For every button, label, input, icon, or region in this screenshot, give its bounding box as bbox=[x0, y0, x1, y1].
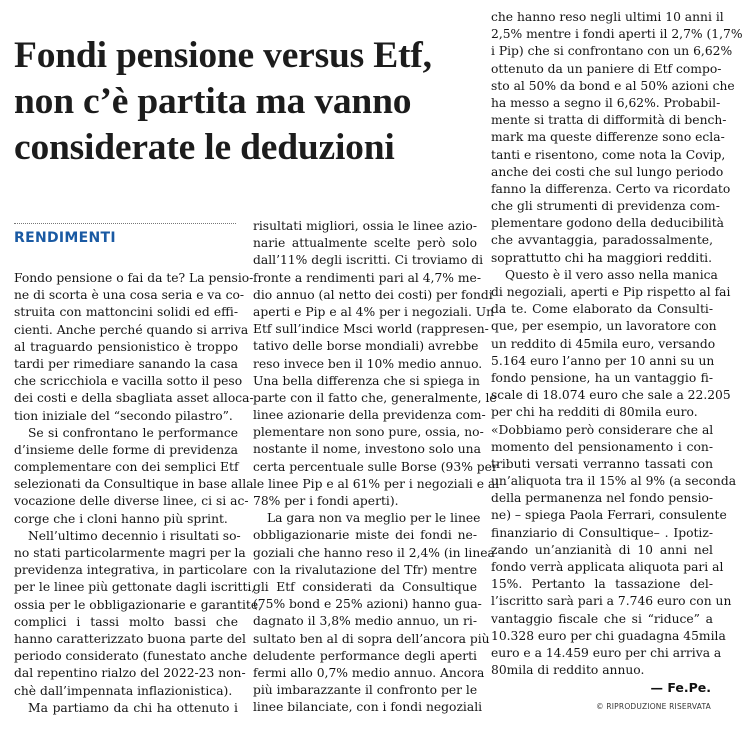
article-line: per chi ha redditi di 80mila euro. bbox=[491, 405, 698, 420]
article-line: cienti. Anche perché quando si arriva bbox=[14, 322, 249, 337]
article-column-1 bbox=[14, 270, 263, 717]
author-signature: — Fe.Pe. bbox=[650, 680, 711, 695]
article-line: d’insieme delle forme di previdenza bbox=[14, 442, 238, 457]
headline bbox=[14, 33, 484, 171]
article-line: che hanno reso negli ultimi 10 anni il bbox=[491, 10, 724, 24]
article-line: i Pip) che si confrontano con un 6,62% bbox=[491, 44, 733, 59]
article-line: vocazione delle diverse linee, ci si ac- bbox=[14, 494, 249, 509]
article-line: plementare non sono pure, ossia, no- bbox=[253, 425, 484, 440]
article-line: linee bilanciate, con i fondi negoziali bbox=[253, 700, 483, 715]
article-line: ne di scorta è una cosa seria e va co- bbox=[14, 288, 245, 303]
article-line: sto al 50% da bond e al 50% azioni che bbox=[491, 78, 735, 93]
article-line: aperti e Pip e al 4% per i negoziali. Un bbox=[253, 304, 495, 319]
article-line: previdenza integrativa, in particolare bbox=[14, 563, 248, 578]
article-line: 78% per i fondi aperti). bbox=[253, 494, 399, 508]
headline-line: Fondi pensione versus Etf, bbox=[14, 35, 432, 77]
article-line: que, per esempio, un lavoratore con bbox=[491, 319, 717, 334]
article-line: della permanenza nel fondo pensio- bbox=[491, 491, 714, 506]
article-line: da te. Come elaborato da Consulti- bbox=[491, 302, 713, 317]
article-line: chè dall’impennata inflazionistica). bbox=[14, 683, 233, 698]
article-line: di negoziali, aperti e Pip rispetto al fai bbox=[491, 285, 731, 299]
article-line: un reddito di 45mila euro, versando bbox=[491, 336, 716, 351]
article-line: corge che i cloni hanno più sprint. bbox=[14, 511, 228, 526]
article-line: momento del pensionamento i con- bbox=[491, 439, 713, 454]
article-line: dal repentino rialzo del 2022-23 non- bbox=[14, 666, 246, 681]
article-line: Se si confrontano le performance bbox=[28, 425, 238, 440]
article-line: tardi per rimediare sanando la casa bbox=[14, 356, 238, 371]
article-line: tion iniziale del “secondo pilastro”. bbox=[14, 408, 233, 423]
article-line: 80mila di reddito annuo. bbox=[491, 663, 645, 678]
article-line: deludente performance degli aperti bbox=[253, 648, 477, 663]
article-line: nostante il nome, investono solo una bbox=[253, 442, 481, 457]
article-line: dall’11% degli iscritti. Ci troviamo di bbox=[253, 253, 484, 268]
article-line: Ma partiamo da chi ha ottenuto i bbox=[28, 700, 238, 715]
article-line: gli Etf considerati da Consultique bbox=[253, 579, 477, 594]
article-line: mente si tratta di difformità di bench- bbox=[491, 113, 727, 128]
article-line: 5.164 euro l’anno per 10 anni su un bbox=[491, 353, 715, 368]
article-line: con la rivalutazione del Tfr) mentre bbox=[253, 562, 477, 577]
article-column-3 bbox=[491, 9, 743, 679]
article-line: finanziario di Consultique– . Ipotiz- bbox=[491, 525, 713, 540]
headline-line: considerate le deduzioni bbox=[14, 127, 395, 169]
article-line: tributi versati verranno tassati con bbox=[491, 456, 713, 471]
article-line: Questo è il vero asso nella manica bbox=[505, 267, 718, 282]
article-line: linee azionarie della previdenza com- bbox=[253, 408, 486, 423]
article-line: complici i tassi molto bassi che bbox=[14, 614, 238, 629]
article-line: selezionati da Consultique in base alla bbox=[14, 477, 254, 492]
article-line: mark ma queste differenze sono ecla- bbox=[491, 130, 725, 145]
article-line: fanno la differenza. Certo va ricordato bbox=[491, 181, 731, 196]
article-line: per le linee più gettonate dagli iscritti, bbox=[14, 580, 256, 595]
article-line: più imbarazzante il confronto per le bbox=[253, 683, 478, 698]
article-line: zando un’anzianità di 10 anni nel bbox=[491, 542, 713, 557]
article-line: fermi allo 0,7% medio annuo. Ancora bbox=[253, 665, 485, 680]
article-line: La gara non va meglio per le linee bbox=[267, 511, 481, 526]
article-column-2 bbox=[253, 218, 500, 716]
article-line: risultati migliori, ossia le linee azio- bbox=[253, 219, 477, 233]
article-line: scale di 18.074 euro che sale a 22.205 bbox=[491, 388, 731, 403]
article-line: al traguardo pensionistico è troppo bbox=[14, 339, 238, 354]
article-line: ottenuto da un paniere di Etf compo- bbox=[491, 61, 722, 76]
article-line: 15%. Pertanto la tassazione del- bbox=[491, 577, 713, 592]
article-line: periodo considerato (funestato anche bbox=[14, 649, 248, 664]
article-line: che gli strumenti di previdenza com- bbox=[491, 199, 720, 214]
article-line: 10.328 euro per chi guadagna 45mila bbox=[491, 628, 726, 643]
article-line: reso invece ben il 10% medio annuo. bbox=[253, 356, 483, 371]
article-line: sultato ben al di sopra dell’ancora più bbox=[253, 631, 490, 646]
article-line: fronte a rendimenti pari al 4,7% me- bbox=[253, 270, 481, 285]
article-line: ne) – spiega Paola Ferrari, consulente bbox=[491, 508, 727, 523]
article-line: goziali che hanno reso il 2,4% (in linea bbox=[253, 545, 495, 560]
article-line: anche dei costi che sul lungo periodo bbox=[491, 164, 724, 179]
article-line: narie attualmente scelte però solo bbox=[253, 236, 477, 251]
article-line: le linee Pip e al 61% per i negoziali e al bbox=[253, 476, 500, 491]
article-line: no stati particolarmente magri per la bbox=[14, 546, 246, 560]
section-divider bbox=[14, 223, 236, 224]
article-line: Fondo pensione o fai da te? La pensio- bbox=[14, 271, 254, 285]
article-line: certa percentuale sulle Borse (93% per bbox=[253, 459, 498, 474]
article-line: dio annuo (al netto dei costi) per fondi bbox=[253, 287, 493, 302]
article-line: tanti e risentono, come nota la Covip, bbox=[491, 147, 726, 162]
article-line: che scricchiola e vacilla sotto il peso bbox=[14, 374, 243, 389]
headline-line: non c’è partita ma vanno bbox=[14, 81, 412, 123]
article-line: 2,5% mentre i fondi aperti il 2,7% (1,7% bbox=[491, 27, 743, 42]
article-line: ha messo a segno il 6,62%. Probabil- bbox=[491, 95, 721, 110]
article-line: dagnato il 3,8% medio annuo, un ri- bbox=[253, 614, 477, 629]
section-label: RENDIMENTI bbox=[14, 230, 116, 246]
article-line: struita con mattoncini solidi ed effi- bbox=[14, 305, 238, 320]
article-line: hanno caratterizzato buona parte del bbox=[14, 631, 246, 646]
article-line: Una bella differenza che si spiega in bbox=[253, 373, 480, 388]
article-line: complementare con dei semplici Etf bbox=[14, 460, 239, 475]
article-line: Nell’ultimo decennio i risultati so- bbox=[28, 528, 241, 543]
article-line: ossia per le obbligazionarie e garantite, bbox=[14, 597, 263, 612]
article-line: un’aliquota tra il 15% al 9% (a seconda bbox=[491, 474, 737, 489]
article-line: fondo verrà applicata aliquota pari al bbox=[491, 560, 724, 574]
article-line: Etf sull’indice Msci world (rappresen- bbox=[253, 322, 489, 337]
article-line: dei costi e della sbagliata asset alloca- bbox=[14, 391, 254, 406]
article-line: «Dobbiamo però considerare che al bbox=[491, 422, 714, 437]
article-line: obbligazionarie miste dei fondi ne- bbox=[253, 528, 477, 543]
article-line: soprattutto chi ha maggiori redditi. bbox=[491, 250, 713, 265]
article-line: parte con il fatto che, generalmente, le bbox=[253, 390, 497, 405]
article-line: plementare godono della deducibilità bbox=[491, 216, 725, 231]
article-line: (75% bond e 25% azioni) hanno gua- bbox=[253, 597, 482, 612]
article-line: tativo delle borse mondiali) avrebbe bbox=[253, 339, 479, 354]
article-line: che avvantaggia, paradossalmente, bbox=[491, 233, 713, 248]
article-line: l’iscritto sarà pari a 7.746 euro con un bbox=[491, 594, 732, 609]
article-line: euro e a 14.459 euro per chi arriva a bbox=[491, 645, 722, 660]
copyright-notice: © RIPRODUZIONE RISERVATA bbox=[596, 702, 711, 711]
article-line: fondo pensione, ha un vantaggio fi- bbox=[491, 370, 713, 385]
article-line: vantaggio fiscale che si “riduce” a bbox=[491, 611, 713, 626]
